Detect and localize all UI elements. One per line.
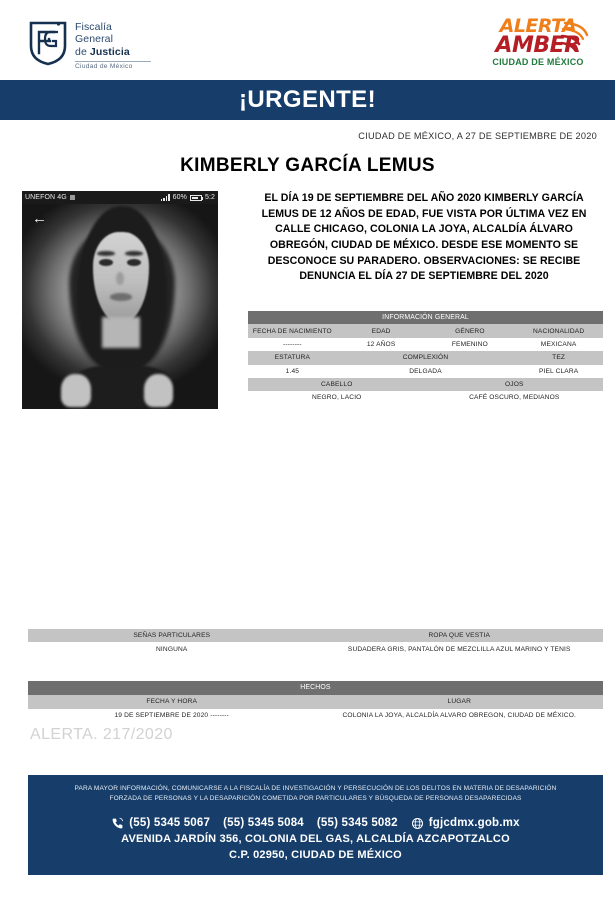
footer-phone-2[interactable]: (55) 5345 5084: [223, 817, 304, 829]
footer-notice-line-2: FORZADA DE PERSONAS Y LA DESAPARICIÓN COMETIDA POR PARTICULARES Y BÚSQUEDA DE PERSONAS DESAPARECIDAS: [109, 794, 522, 802]
table-row: [248, 351, 603, 364]
cell-edad: 12 AÑOS: [337, 338, 426, 351]
urgent-banner-text: ¡URGENTE!: [239, 86, 376, 113]
footer-address-line-2: C.P. 02950, CIUDAD DE MÉXICO: [229, 848, 402, 861]
col-header-fecha-nacimiento: FECHA DE NACIMIENTO: [248, 324, 337, 337]
col-header-complexion: COMPLEXIÓN: [337, 351, 515, 364]
photo-brow-left: [97, 251, 115, 256]
amber-logo-alerta: ALERTA: [499, 15, 577, 37]
clock-label: 5:2: [204, 194, 215, 201]
col-header-genero: GÉNERO: [426, 324, 515, 337]
fgj-line-4: Ciudad de México: [75, 63, 133, 71]
cell-genero: FEMENINO: [426, 338, 515, 351]
table-row: [248, 378, 603, 391]
cell-ropa: SUDADERA GRIS, PANTALÓN DE MEZCLILLA AZUL MARINO Y TENIS: [316, 642, 604, 655]
table-row: [28, 709, 603, 723]
cell-complexion: DELGADA: [337, 365, 515, 378]
col-header-nacionalidad: NACIONALIDAD: [514, 324, 603, 337]
cell-senas-particulares: NINGUNA: [28, 642, 316, 655]
amber-logo-ciudad: CIUDAD DE MÉXICO: [479, 58, 597, 67]
signal-bars-icon: [161, 194, 170, 201]
fgj-line-3: de Justicia: [75, 45, 130, 58]
cell-fecha-nacimiento: --------: [248, 338, 337, 351]
photo-eye-left: [99, 259, 113, 266]
fgj-line-2: General: [75, 33, 114, 46]
col-header-ojos: OJOS: [426, 378, 604, 391]
fgj-divider: [75, 61, 151, 62]
cell-ojos: CAFÉ OSCURO, MEDIANOS: [426, 391, 604, 404]
hechos-table: [28, 681, 603, 722]
cell-tez: PIEL CLARA: [514, 365, 603, 378]
amber-swoosh-icon: [561, 19, 591, 53]
cell-fecha-hora: 19 DE SEPTIEMBRE DE 2020 --------: [28, 709, 316, 723]
sim-icon: [70, 195, 75, 200]
photo-neck: [102, 317, 139, 348]
statusbar-left: [25, 194, 75, 201]
col-header-edad: EDAD: [337, 324, 426, 337]
back-arrow-icon: ←: [32, 210, 47, 227]
table-row: [28, 695, 603, 709]
footer-website[interactable]: fgjcdmx.gob.mx: [428, 817, 520, 829]
cell-nacionalidad: MEXICANA: [514, 338, 603, 351]
marks-clothing-table: [28, 629, 603, 656]
photo-nose: [116, 272, 124, 285]
fgj-shield-icon: [28, 20, 68, 66]
page-title: KIMBERLY GARCÍA LEMUS: [180, 155, 435, 176]
col-header-fecha-hora: FECHA Y HORA: [28, 695, 316, 709]
poster-header: [0, 0, 615, 80]
col-header-ropa: ROPA QUE VESTIA: [316, 629, 604, 642]
footer-phone-3[interactable]: (55) 5345 5082: [316, 817, 398, 829]
table-row: [28, 629, 603, 642]
urgent-banner: [0, 80, 615, 120]
table-row: [28, 642, 603, 655]
amber-logo-amber: AMBER: [495, 33, 581, 58]
photo-hand-right: [144, 374, 173, 407]
dateline: CIUDAD DE MÉXICO, A 27 DE SEPTIEMBRE DE 2020: [358, 131, 597, 141]
globe-icon: [411, 817, 424, 830]
cell-cabello: NEGRO, LACIO: [248, 391, 426, 404]
fgj-logo-text: [75, 20, 151, 71]
hechos-table-title: HECHOS: [28, 681, 603, 695]
col-header-senas-particulares: SEÑAS PARTICULARES: [28, 629, 316, 642]
table-row: [248, 365, 603, 378]
phone-screenshot: [22, 191, 218, 409]
carrier-label: UNEFON 4G: [25, 194, 67, 201]
phone-statusbar: [22, 191, 218, 204]
col-header-tez: TEZ: [514, 351, 603, 364]
amber-alert-logo: [479, 17, 597, 67]
battery-icon: [190, 195, 202, 201]
photo-hand-left: [61, 374, 90, 407]
photo-eye-right: [127, 259, 141, 266]
footer-contact-row: [40, 817, 591, 830]
photo-brow-right: [125, 251, 143, 256]
photo-mouth: [110, 293, 132, 301]
table-row: [28, 681, 603, 695]
footer-address-line-1: AVENIDA JARDÍN 356, COLONIA DEL GAS, ALCALDÍA AZCAPOTZALCO: [121, 832, 510, 845]
info-table-title: INFORMACIÓN GENERAL: [248, 311, 603, 324]
phone-icon: [111, 817, 124, 830]
table-row: [248, 311, 603, 324]
fgj-line-1: Fiscalía: [75, 21, 112, 33]
phone-contact-group: [111, 817, 210, 830]
cell-estatura: 1.45: [248, 365, 337, 378]
case-description: EL DÍA 19 DE SEPTIEMBRE DEL AÑO 2020 KIMBERLY GARCÍA LEMUS DE 12 AÑOS DE EDAD, FUE VISTA POR ÚLTIMA VEZ EN CALLE CHICAGO, COLONIA LA JOYA, ALCALDÍA ÁLVARO OBREGÓN, CIUDAD DE MÉXICO. DESDE ESE MOMENTO SE DESCONOCE SU PARADERO. OBSERVACIONES: SE RECIBE DENUNCIA EL DÍA 27 DE SEPTIEMBRE DEL 2020: [261, 192, 587, 283]
alert-number: ALERTA. 217/2020: [30, 726, 173, 743]
general-info-table: [248, 311, 603, 405]
col-header-estatura: ESTATURA: [248, 351, 337, 364]
table-row: [248, 324, 603, 337]
table-row: [248, 338, 603, 351]
battery-percent-label: 60%: [172, 194, 187, 201]
fgj-logo: [28, 20, 151, 71]
footer-notice-line-1: PARA MAYOR INFORMACIÓN, COMUNICARSE A LA FISCALÍA DE INVESTIGACIÓN Y PERSECUCIÓN DE LOS DELITOS EN MATERIA DE DESAPARICIÓN: [74, 785, 557, 792]
website-group: [411, 817, 520, 830]
victim-photo: [22, 191, 218, 409]
footer-phone-1[interactable]: (55) 5345 5067: [129, 817, 211, 829]
col-header-lugar: LUGAR: [316, 695, 604, 709]
statusbar-right: [161, 194, 215, 201]
cell-lugar: COLONIA LA JOYA, ALCALDÍA ALVARO OBREGON, CIUDAD DE MÉXICO.: [316, 709, 604, 723]
table-row: [248, 391, 603, 404]
body-section: [0, 191, 615, 719]
col-header-cabello: CABELLO: [248, 378, 426, 391]
poster-footer: [28, 775, 603, 875]
